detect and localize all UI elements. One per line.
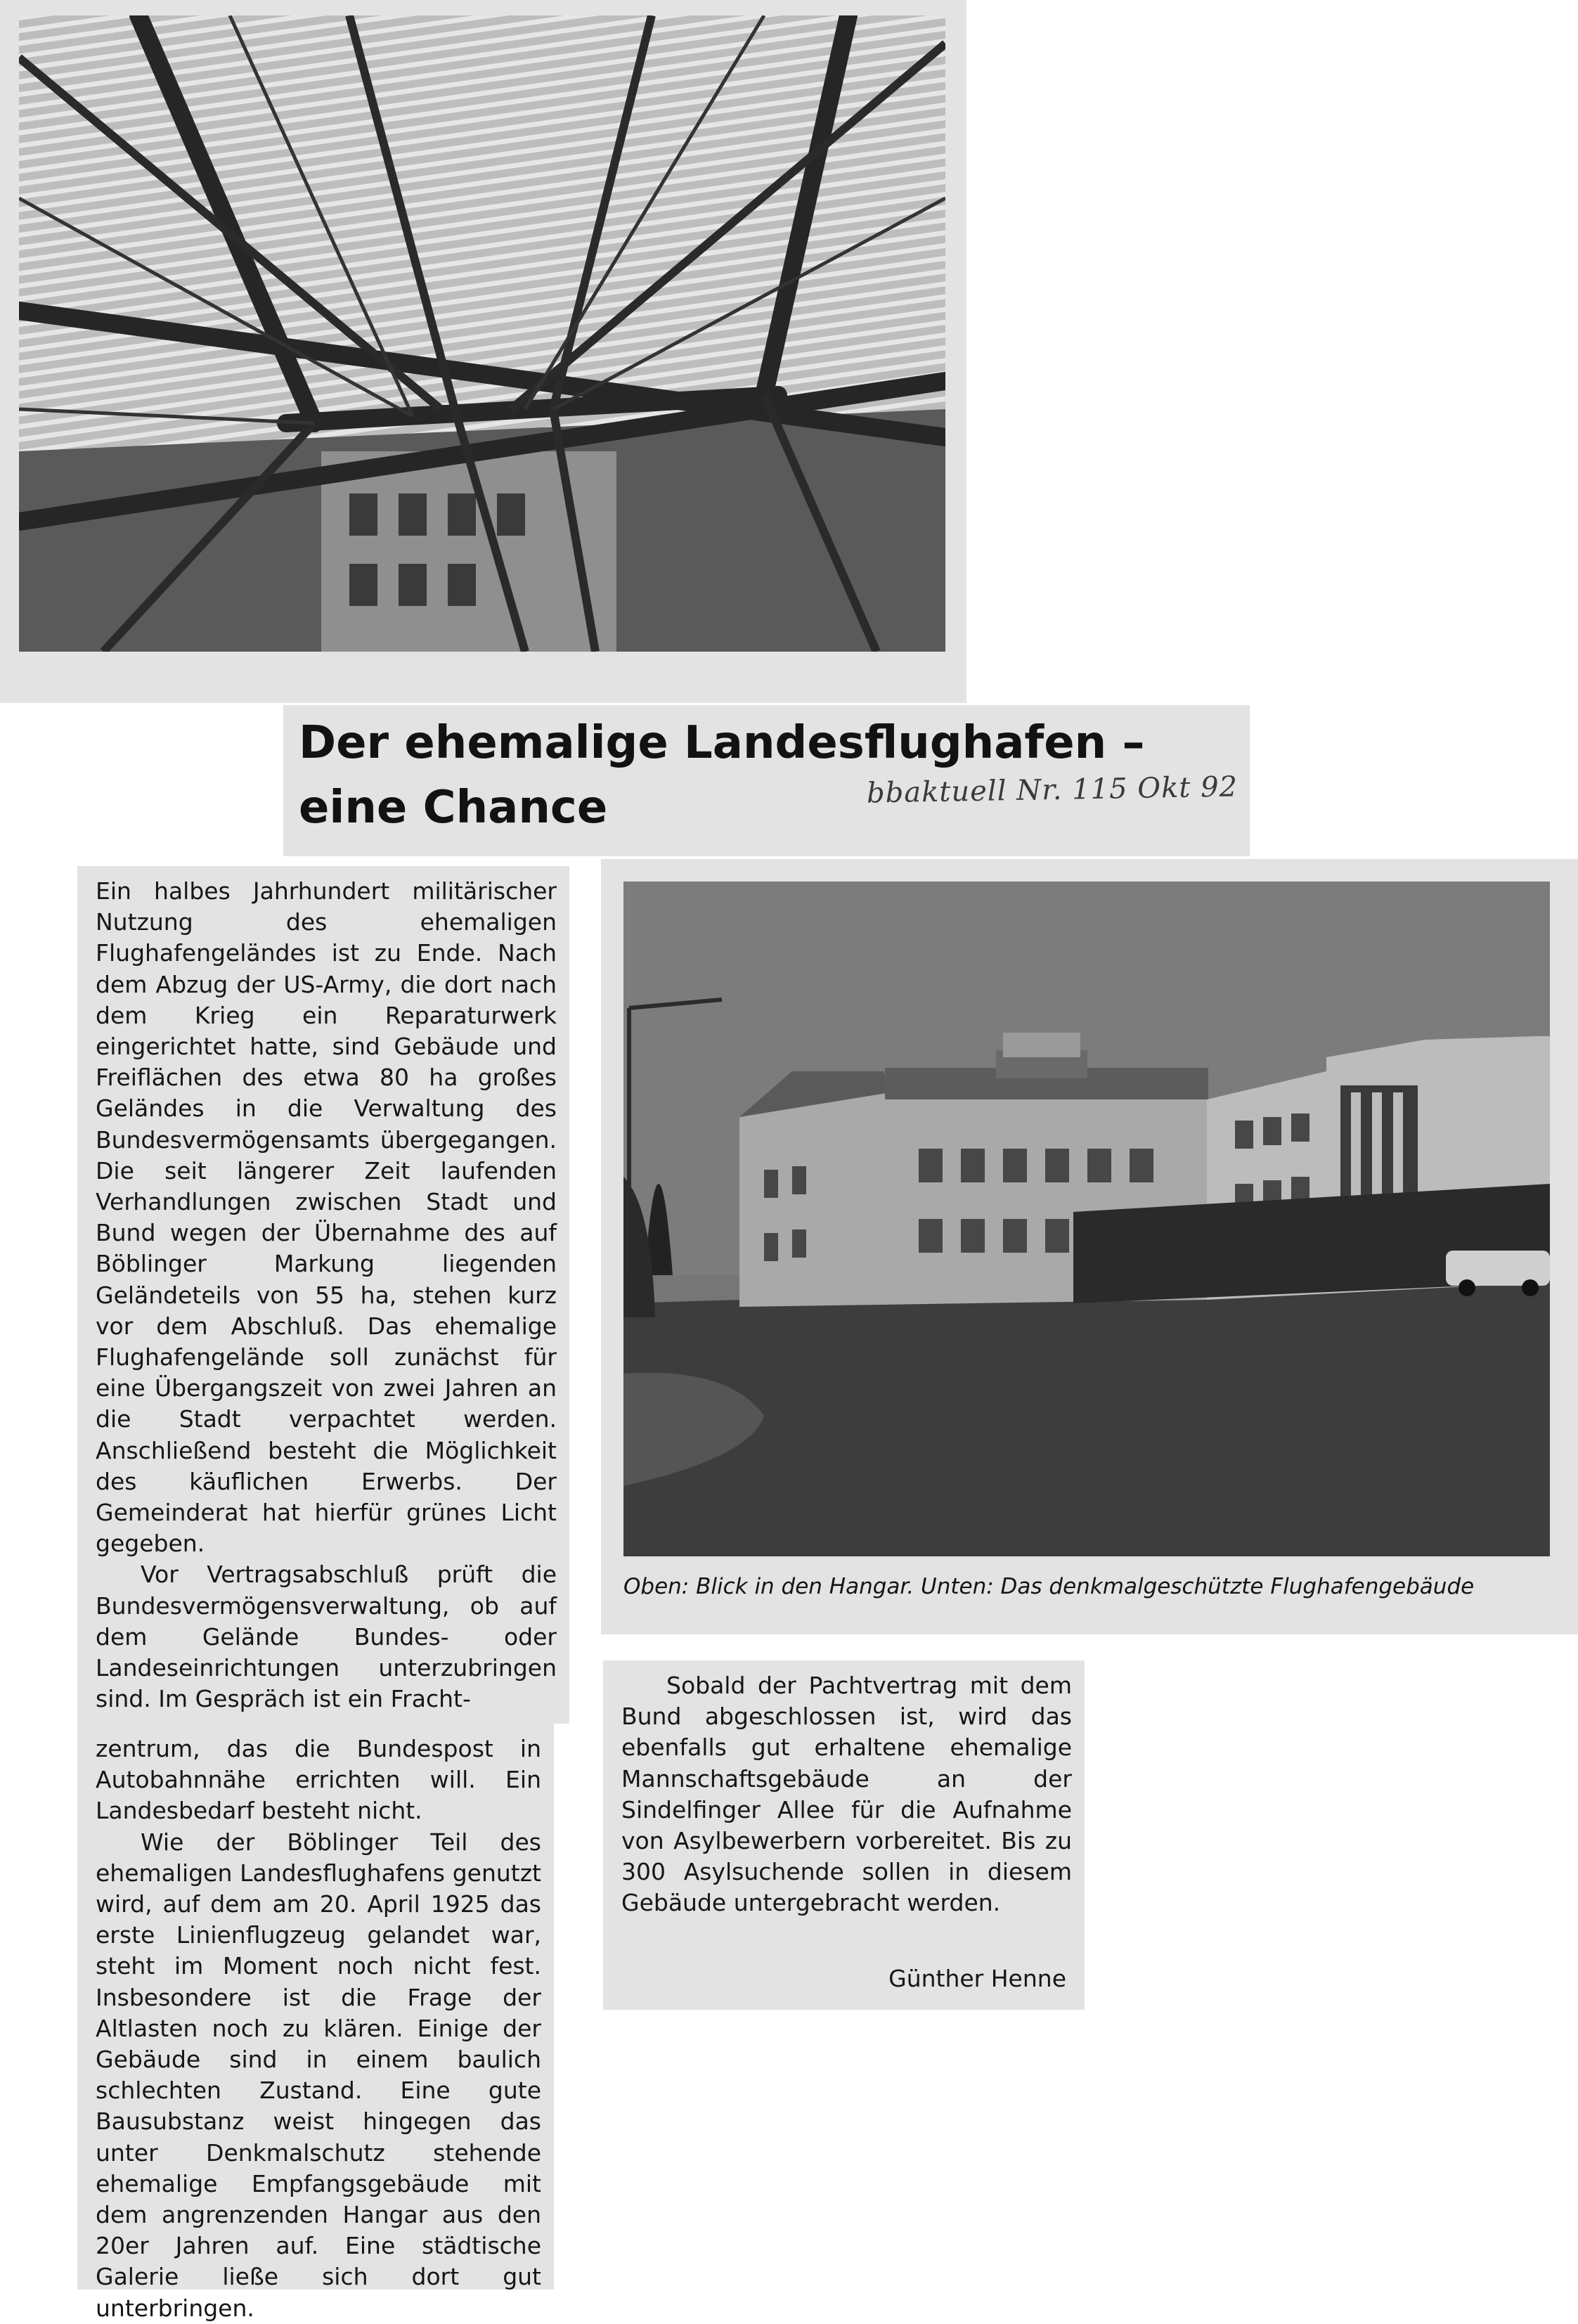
article-text-left-upper bbox=[96, 876, 557, 1715]
article-text-right bbox=[621, 1670, 1072, 1919]
hangar-photo-clipping bbox=[0, 0, 966, 703]
article-column-right bbox=[603, 1660, 1085, 2010]
building-photo-clipping bbox=[601, 859, 1578, 1634]
paragraph: Vor Vertragsabschluß prüft die Bundesvermögensverwaltung, ob auf dem Gelände Bundes- oder Landeseinrichtungen unterzubringen sind. Im Gespräch ist ein Fracht- bbox=[96, 1561, 557, 1713]
paragraph: Ein halbes Jahrhundert militärischer Nutzung des ehemaligen Flughafengeländes ist zu Ende. Nach dem Abzug der US-Army, die dort nach dem Krieg ein Reparaturwerk eingerichtet hatte, sind Gebäude und Freiflächen des etwa 80 ha großes Geländes in die Verwaltung des Bundesvermögensamts übergegangen. Die seit längerer Zeit laufenden Verhandlungen zwischen Stadt und Bund wegen der Übernahme des auf Böblinger Markung liegenden Geländeteils von 55 ha, stehen kurz vor dem Abschluß. Das ehemalige Flughafengelände soll zunächst für eine Übergangszeit von zwei Jahren an die Stadt verpachtet werden. Anschließend besteht die Möglichkeit des käuflichen Erwerbs. Der Gemeinderat hat hierfür grünes Licht gegeben. bbox=[96, 877, 557, 1558]
article-text-left-lower bbox=[96, 1734, 541, 2324]
article-column-left-lower bbox=[77, 1724, 554, 2322]
hangar-roof-illustration bbox=[19, 15, 945, 652]
author-byline: Günther Henne bbox=[888, 1965, 1066, 1992]
airport-building-photo bbox=[623, 882, 1550, 1556]
paragraph: zentrum, das die Bundespost in Autobahnnähe errichten will. Ein Landesbedarf besteht nicht. bbox=[96, 1735, 541, 1825]
paragraph: Sobald der Pachtvertrag mit dem Bund abgeschlossen ist, wird das ebenfalls gut erhaltene ehemalige Mannschaftsgebäude an der Sindelfinger Allee für die Aufnahme von Asylbewerbern vorbereitet. Bis zu 300 Asylsuchende sollen in diesem Gebäude untergebracht werden. bbox=[621, 1672, 1072, 1917]
photo-caption: Oben: Blick in den Hangar. Unten: Das denkmalgeschützte Flughafengebäude bbox=[623, 1574, 1475, 1599]
handwritten-source-note: bbaktuell Nr. 115 Okt 92 bbox=[866, 770, 1239, 810]
article-column-left-upper bbox=[77, 866, 569, 1724]
paragraph: Wie der Böblinger Teil des ehemaligen Landesflughafens genutzt wird, auf dem am 20. April 1925 das erste Linienflugzeug gelandet war, steht im Moment noch nicht fest. Insbesondere ist die Frage der Altlasten noch zu klären. Einige der Gebäude sind in einem baulich schlechten Zustand. Eine gute Bausubstanz weist hingegen das unter Denkmalschutz stehende ehemalige Empfangsgebäude mit dem angrenzenden Hangar aus den 20er Jahren auf. Eine städtische Galerie ließe sich dort gut unterbringen. bbox=[96, 1828, 541, 2322]
headline-clipping bbox=[283, 705, 1250, 856]
headline-line-2: eine Chance bbox=[299, 782, 608, 834]
headline-line-1: Der ehemalige Landesflughafen – bbox=[299, 717, 1145, 769]
hangar-interior-photo bbox=[19, 15, 945, 652]
airport-building-illustration bbox=[623, 882, 1550, 1556]
